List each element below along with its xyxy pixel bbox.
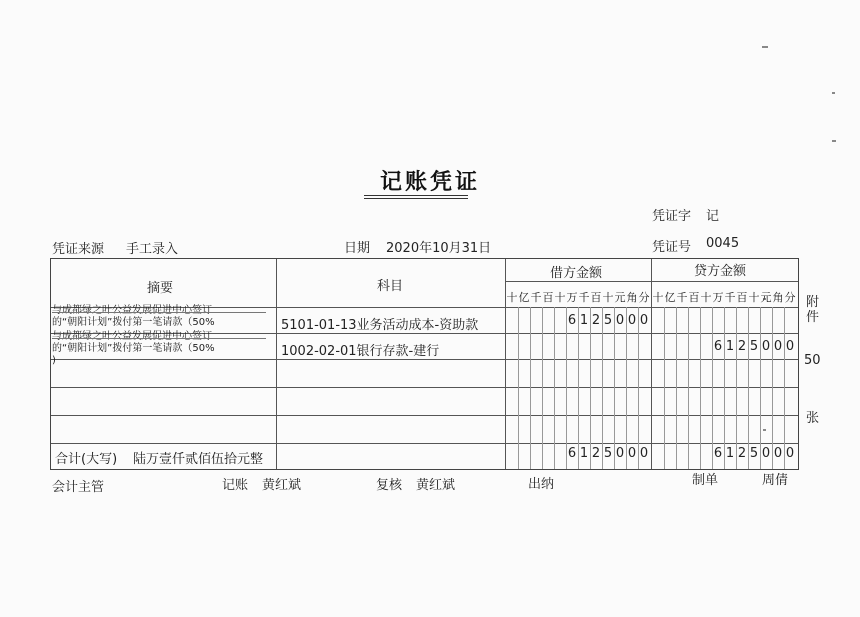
row2-credit-digit: 0: [785, 339, 795, 354]
row1-summary-strike: [52, 312, 266, 313]
debit-digit-gridline: [542, 307, 543, 469]
date-label: 日期: [344, 241, 371, 256]
total-label: 合计(大写): [55, 452, 118, 467]
debit-unit-label: 千: [578, 291, 590, 304]
voucher-title: 记账凭证: [379, 170, 480, 195]
credit-unit-label: 元: [760, 291, 772, 304]
voucher-type-label: 凭证字: [652, 209, 692, 224]
total-debit-digit: 5: [603, 446, 613, 461]
source-value: 手工录入: [126, 242, 179, 257]
cashier-label: 出纳: [528, 477, 555, 492]
row2-credit-digit: 0: [773, 339, 783, 354]
voucher-number-value: 0045: [706, 236, 740, 251]
row1-debit-digit: 1: [579, 313, 589, 328]
debit-digit-gridline: [518, 307, 519, 469]
scan-speck: [832, 140, 836, 142]
row2-account: 1002-02-01银行存款-建行: [281, 344, 440, 359]
debit-unit-label: 百: [590, 291, 602, 304]
row1-summary-line1: 与成都绿之叶公益发展促进中心签订: [52, 305, 212, 316]
divider-summary-account: [276, 259, 277, 469]
row2-summary-strike: [52, 338, 266, 339]
reviewer-label: 复核: [376, 478, 403, 493]
row1-account: 5101-01-13业务活动成本-资助款: [281, 318, 479, 333]
credit-unit-label: 千: [676, 291, 688, 304]
credit-digit-gridline: [760, 307, 761, 469]
title-underline-1: [364, 195, 468, 196]
voucher-number-label: 凭证号: [652, 240, 692, 255]
credit-digit-gridline: [772, 307, 773, 469]
row1-debit-digit: 0: [627, 313, 637, 328]
total-credit-digit: 6: [713, 446, 723, 461]
header-summary: 摘要: [147, 281, 174, 296]
scan-speck: [763, 429, 766, 431]
row2-summary-line2: 的“朝阳计划”拨付第一笔请款（50%: [52, 343, 215, 354]
credit-digit-gridline: [784, 307, 785, 469]
total-credit-digit: 5: [749, 446, 759, 461]
total-debit-digit: 2: [591, 446, 601, 461]
credit-unit-label: 千: [724, 291, 736, 304]
debit-digit-gridline: [530, 307, 531, 469]
row2-summary-line1: 与成都绿之叶公益发展促进中心签订: [52, 331, 212, 342]
row-line-4: [51, 415, 798, 416]
debit-digit-gridline: [566, 307, 567, 469]
debit-digit-gridline: [554, 307, 555, 469]
total-credit-digit: 0: [761, 446, 771, 461]
amount-header-divider: [505, 281, 798, 282]
scan-speck: [832, 92, 835, 94]
credit-digit-gridline: [664, 307, 665, 469]
total-debit-digit: 0: [639, 446, 649, 461]
debit-digit-gridline: [578, 307, 579, 469]
total-debit-digit: 6: [567, 446, 577, 461]
attachments-label-2: 件: [806, 310, 820, 325]
debit-unit-label: 千: [530, 291, 542, 304]
row2-summary-line3: ): [52, 355, 56, 366]
row-line-5: [51, 443, 798, 444]
debit-unit-label: 百: [542, 291, 554, 304]
credit-unit-label: 十: [700, 291, 712, 304]
total-debit-digit: 0: [627, 446, 637, 461]
row1-debit-digit: 5: [603, 313, 613, 328]
reviewer-name: 黄红斌: [416, 478, 456, 493]
credit-unit-label: 万: [712, 291, 724, 304]
voucher-type-value: 记: [706, 209, 720, 224]
row1-summary-line2: 的“朝阳计划”拨付第一笔请款（50%: [52, 317, 215, 328]
bookkeeper-name: 黄红斌: [262, 478, 302, 493]
debit-digit-gridline: [614, 307, 615, 469]
header-account: 科目: [377, 279, 404, 294]
row2-credit-digit: 1: [725, 339, 735, 354]
supervisor-label: 会计主管: [52, 480, 105, 495]
header-credit: 贷方金额: [694, 264, 747, 279]
row-line-2: [51, 359, 798, 360]
total-debit-digit: 1: [579, 446, 589, 461]
row1-debit-digit: 0: [615, 313, 625, 328]
row1-debit-digit: 0: [639, 313, 649, 328]
credit-unit-label: 十: [748, 291, 760, 304]
voucher-table: [50, 258, 799, 470]
scan-speck: [762, 46, 768, 48]
row1-debit-digit: 6: [567, 313, 577, 328]
total-credit-digit: 2: [737, 446, 747, 461]
row2-credit-digit: 6: [713, 339, 723, 354]
debit-unit-label: 角: [626, 291, 638, 304]
total-credit-digit: 0: [785, 446, 795, 461]
debit-digit-gridline: [638, 307, 639, 469]
preparer-name: 周倩: [762, 473, 789, 488]
credit-unit-label: 分: [784, 291, 796, 304]
total-debit-digit: 0: [615, 446, 625, 461]
row1-debit-digit: 2: [591, 313, 601, 328]
debit-unit-label: 万: [566, 291, 578, 304]
debit-unit-label: 分: [638, 291, 650, 304]
row2-credit-digit: 2: [737, 339, 747, 354]
source-label: 凭证来源: [52, 242, 105, 257]
credit-digit-gridline: [688, 307, 689, 469]
preparer-label: 制单: [692, 473, 719, 488]
debit-unit-label: 元: [614, 291, 626, 304]
title-underline-2: [364, 198, 468, 199]
row2-credit-digit: 5: [749, 339, 759, 354]
debit-digit-gridline: [602, 307, 603, 469]
credit-digit-gridline: [748, 307, 749, 469]
total-credit-digit: 1: [725, 446, 735, 461]
row-line-3: [51, 387, 798, 388]
attachments-label-3: 张: [806, 411, 820, 426]
total-amount-words: 陆万壹仟贰佰伍拾元整: [133, 452, 264, 467]
bookkeeper-label: 记账: [222, 478, 249, 493]
debit-unit-label: 十: [506, 291, 518, 304]
credit-digit-gridline: [724, 307, 725, 469]
debit-unit-label: 亿: [518, 291, 530, 304]
credit-digit-gridline: [700, 307, 701, 469]
attachments-label-1: 附: [806, 295, 820, 310]
date-value: 2020年10月31日: [386, 241, 492, 256]
credit-unit-label: 百: [736, 291, 748, 304]
credit-unit-label: 亿: [664, 291, 676, 304]
total-credit-digit: 0: [773, 446, 783, 461]
attachments-count: 50: [804, 353, 821, 368]
header-debit: 借方金额: [550, 266, 603, 281]
credit-unit-label: 十: [652, 291, 664, 304]
debit-digit-gridline: [590, 307, 591, 469]
debit-unit-label: 十: [602, 291, 614, 304]
credit-unit-label: 百: [688, 291, 700, 304]
row2-credit-digit: 0: [761, 339, 771, 354]
debit-unit-label: 十: [554, 291, 566, 304]
credit-unit-label: 角: [772, 291, 784, 304]
credit-digit-gridline: [712, 307, 713, 469]
debit-digit-gridline: [626, 307, 627, 469]
credit-digit-gridline: [736, 307, 737, 469]
credit-digit-gridline: [676, 307, 677, 469]
